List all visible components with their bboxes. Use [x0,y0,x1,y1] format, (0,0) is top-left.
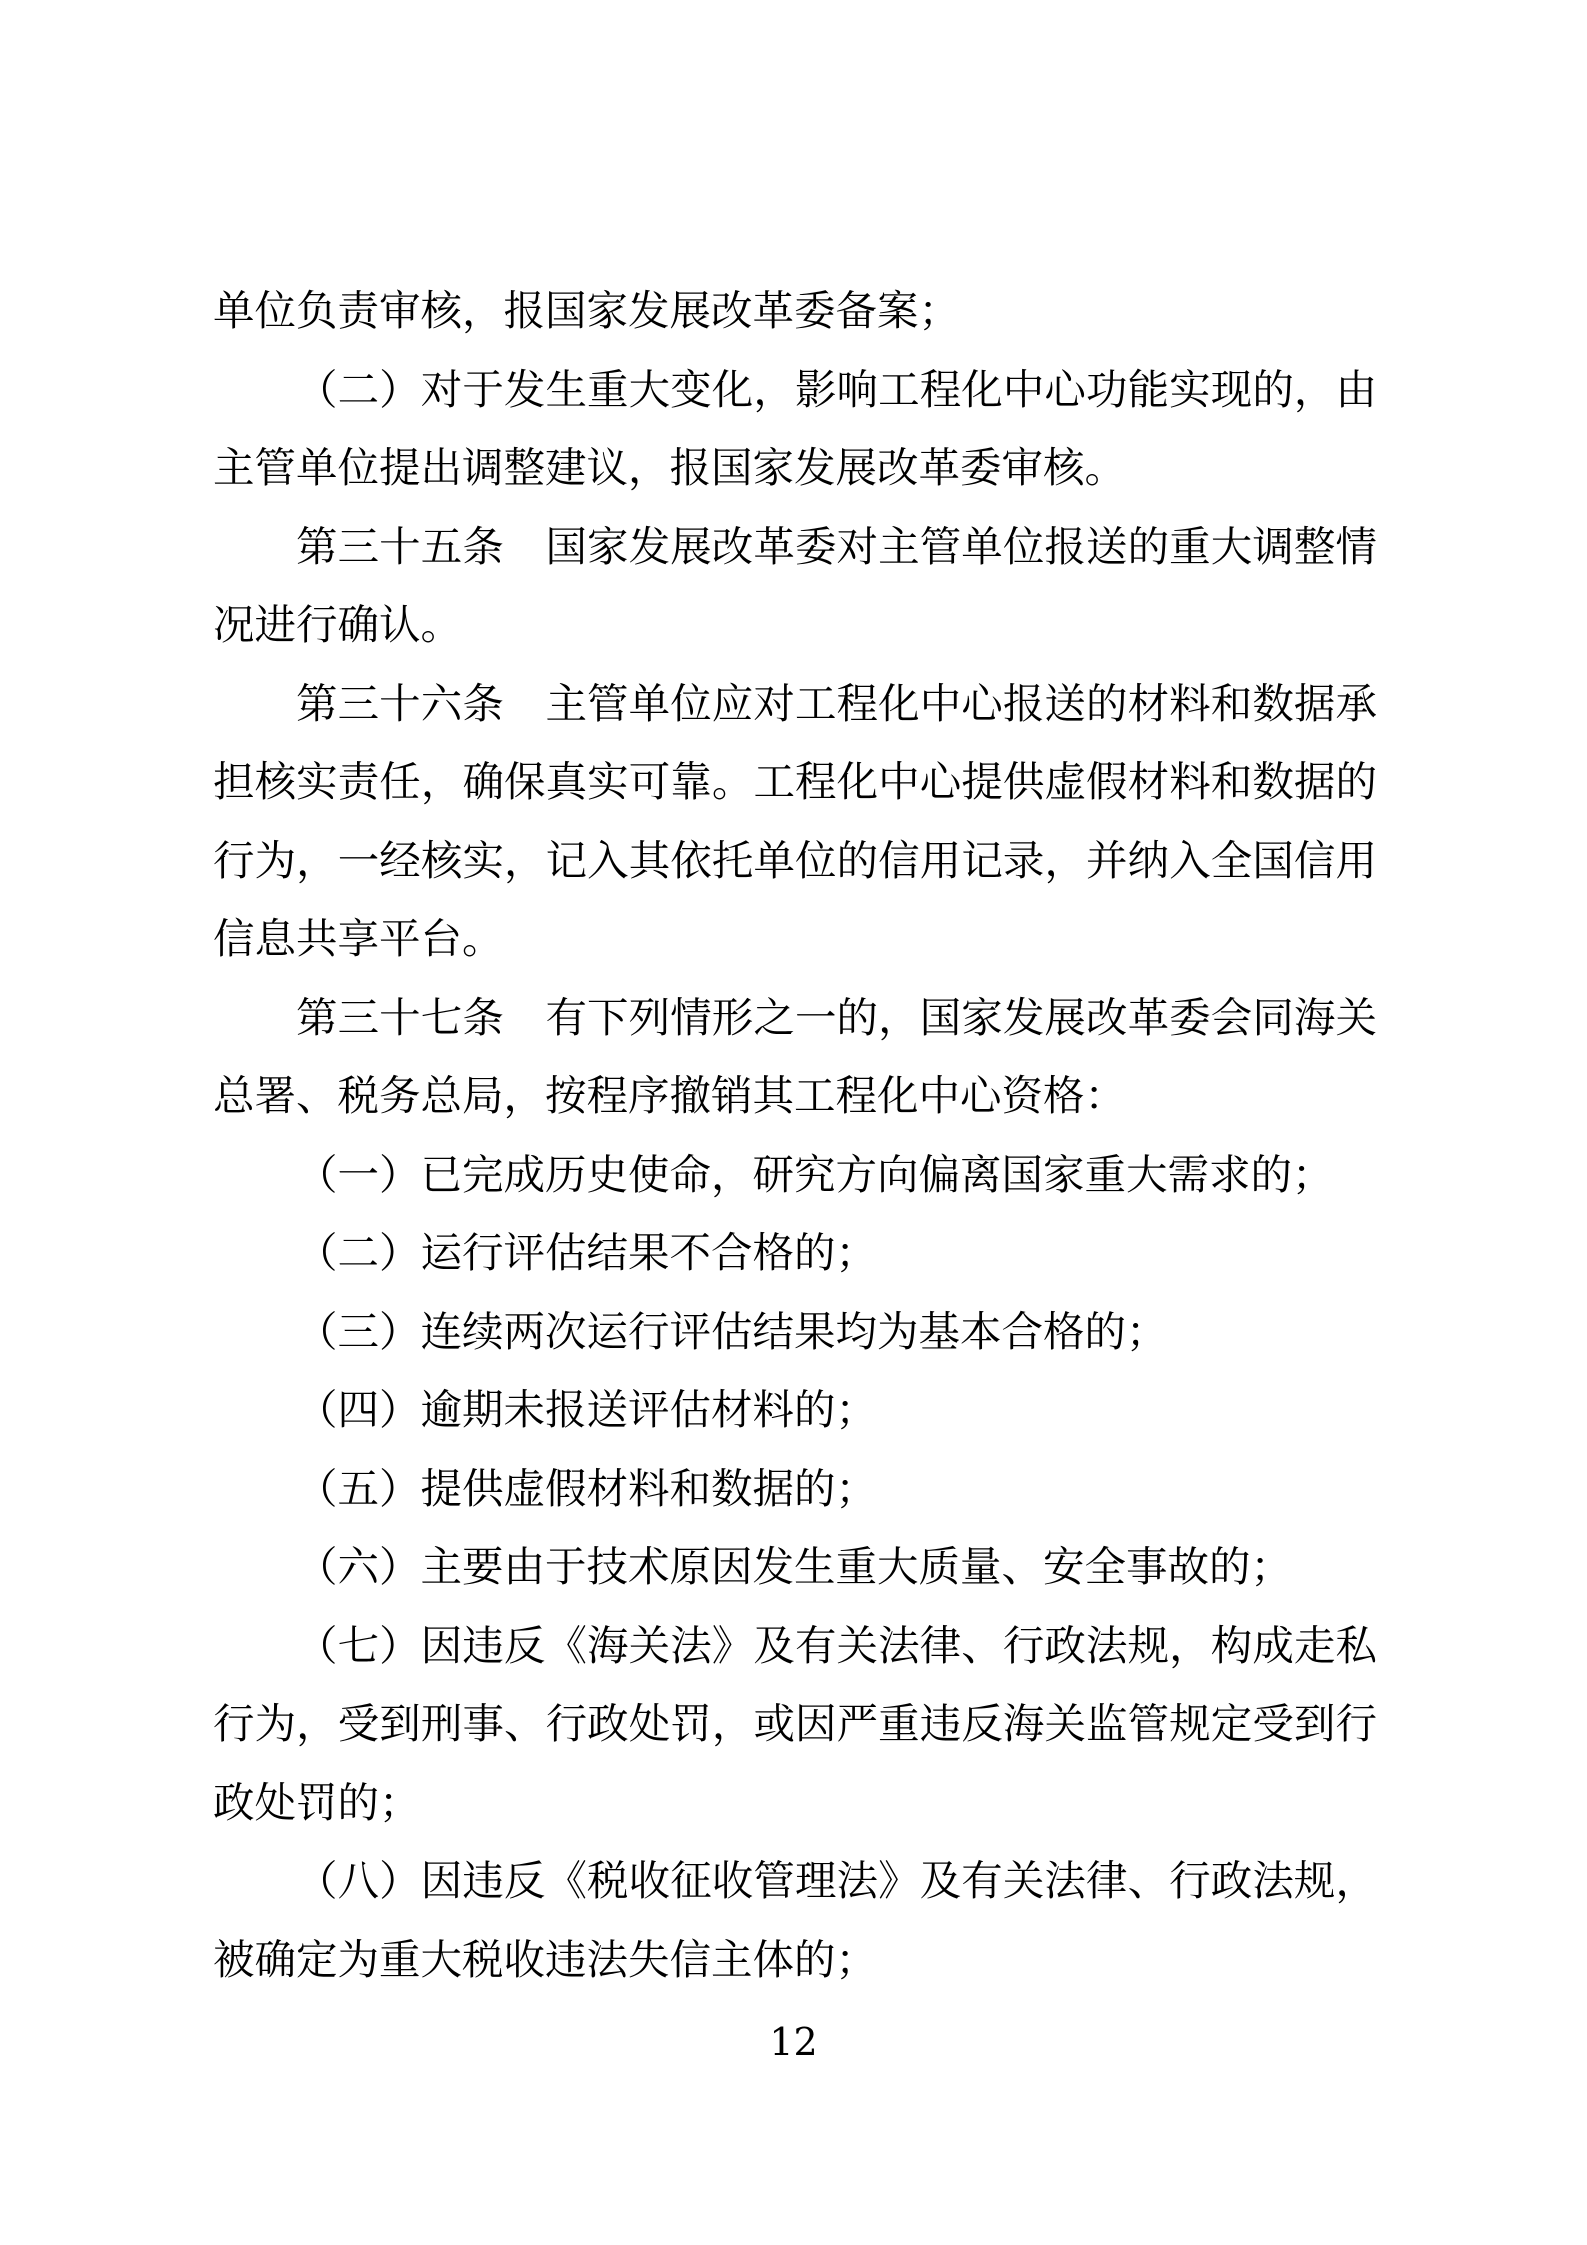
paragraph: 第三十六条 主管单位应对工程化中心报送的材料和数据承担核实责任，确保真实可靠。工程化中心提供虚假材料和数据的行为，一经核实，记入其依托单位的信用记录，并纳入全国信用信息共享平台。 [213,678,1377,963]
paragraph: （八）因违反《税收征收管理法》及有关法律、行政法规，被确定为重大税收违法失信主体的； [213,1856,1377,1984]
page-number: 12 [769,2020,818,2064]
paragraph: （六）主要由于技术原因发生重大质量、安全事故的； [296,1542,1293,1591]
paragraph: （三）连续两次运行评估结果均为基本合格的； [296,1306,1168,1356]
paragraph: （二）对于发生重大变化，影响工程化中心功能实现的，由主管单位提出调整建议，报国家发展改革委审核。 [213,364,1377,492]
paragraph: （四）逾期未报送评估材料的； [296,1385,878,1434]
paragraph: （一）已完成历史使命，研究方向偏离国家重大需求的； [296,1149,1334,1199]
paragraph: （五）提供虚假材料和数据的； [296,1463,878,1513]
paragraph: 第三十七条 有下列情形之一的，国家发展改革委会同海关总署、税务总局，按程序撤销其工程化中心资格： [213,992,1377,1120]
paragraph: 第三十五条 国家发展改革委对主管单位报送的重大调整情况进行确认。 [213,521,1377,649]
paragraph: （七）因违反《海关法》及有关法律、行政法规，构成走私行为，受到刑事、行政处罚，或因严重违反海关监管规定受到行政处罚的； [213,1620,1377,1827]
paragraph: （二）运行评估结果不合格的； [296,1228,878,1277]
text-block [213,272,1377,1999]
paragraph: 单位负责审核，报国家发展改革委备案； [213,286,961,335]
